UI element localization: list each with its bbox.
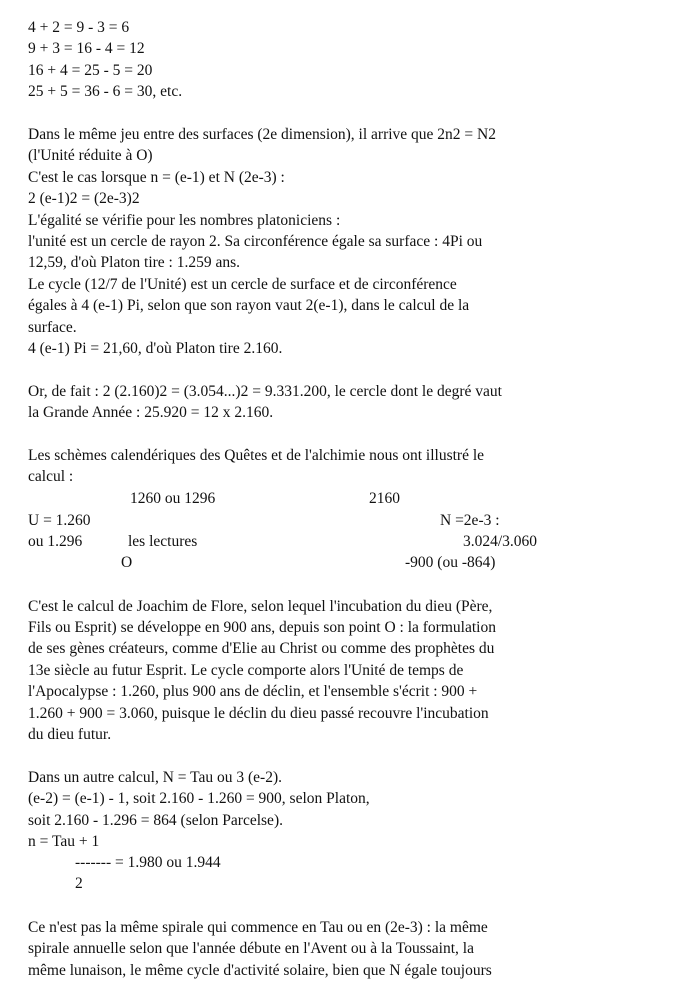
diagram-u-value: U = 1.260 <box>28 512 91 529</box>
paragraph-line: calcul : <box>28 468 74 485</box>
diagram-minus-value: -900 (ou -864) <box>405 554 496 571</box>
paragraph-line: du dieu futur. <box>28 726 112 743</box>
paragraph-line: L'égalité se vérifie pour les nombres platoniciens : <box>28 212 341 229</box>
diagram-right-value: 3.024/3.060 <box>463 533 538 550</box>
paragraph-line: Or, de fait : 2 (2.160)2 = (3.054...)2 = 9.331.200, le cercle dont le degré vaut <box>28 383 502 400</box>
equation-line: 4 + 2 = 9 - 3 = 6 <box>28 19 130 36</box>
paragraph-line: Le cycle (12/7 de l'Unité) est un cercle de surface et de circonférence <box>28 276 457 293</box>
diagram-origin: O <box>121 554 133 571</box>
diagram-top-right: 2160 <box>369 490 400 507</box>
paragraph-line: Dans un autre calcul, N = Tau ou 3 (e-2). <box>28 769 282 786</box>
equation-line: 9 + 3 = 16 - 4 = 12 <box>28 40 145 57</box>
paragraph-line: surface. <box>28 319 77 336</box>
diagram-ou-value: ou 1.296 <box>28 533 83 550</box>
paragraph-line: (e-2) = (e-1) - 1, soit 2.160 - 1.260 = 900, selon Platon, <box>28 790 370 807</box>
paragraph-line: 4 (e-1) Pi = 21,60, d'où Platon tire 2.160. <box>28 340 283 357</box>
paragraph-line: 13e siècle au futur Esprit. Le cycle comporte alors l'Unité de temps de <box>28 662 464 679</box>
equation-line: 25 + 5 = 36 - 6 = 30, etc. <box>28 83 183 100</box>
paragraph-line: C'est le calcul de Joachim de Flore, selon lequel l'incubation du dieu (Père, <box>28 598 493 615</box>
paragraph-line: (l'Unité réduite à O) <box>28 147 153 164</box>
fraction-denominator: 2 <box>75 875 83 892</box>
paragraph-line: l'unité est un cercle de rayon 2. Sa circonférence égale sa surface : 4Pi ou <box>28 233 483 250</box>
paragraph-line: Dans le même jeu entre des surfaces (2e dimension), il arrive que 2n2 = N2 <box>28 126 496 143</box>
equation-line: 16 + 4 = 25 - 5 = 20 <box>28 62 153 79</box>
paragraph-line: Les schèmes calendériques des Quêtes et de l'alchimie nous ont illustré le <box>28 447 485 464</box>
paragraph-line: Ce n'est pas la même spirale qui commence en Tau ou en (2e-3) : la même <box>28 919 488 936</box>
paragraph-line: la Grande Année : 25.920 = 12 x 2.160. <box>28 404 274 421</box>
paragraph-line: spirale annuelle selon que l'année débute en l'Avent ou à la Toussaint, la <box>28 940 474 957</box>
paragraph-line: n = Tau + 1 <box>28 833 100 850</box>
paragraph-line: soit 2.160 - 1.296 = 864 (selon Parcelse). <box>28 812 283 829</box>
fraction-line: ------- = 1.980 ou 1.944 <box>75 854 221 871</box>
paragraph-line: 2 (e-1)2 = (2e-3)2 <box>28 190 140 207</box>
diagram-lectures: les lectures <box>128 533 198 550</box>
paragraph-line: Fils ou Esprit) se développe en 900 ans, depuis son point O : la formulation <box>28 619 496 636</box>
paragraph-line: de ses gènes créateurs, comme d'Elie au Christ ou comme des prophètes du <box>28 640 495 657</box>
paragraph-line: 12,59, d'où Platon tire : 1.259 ans. <box>28 254 241 271</box>
paragraph-line: C'est le cas lorsque n = (e-1) et N (2e-3) : <box>28 169 285 186</box>
paragraph-line: égales à 4 (e-1) Pi, selon que son rayon vaut 2(e-1), dans le calcul de la <box>28 297 470 314</box>
diagram-top-left: 1260 ou 1296 <box>130 490 216 507</box>
paragraph-line: l'Apocalypse : 1.260, plus 900 ans de déclin, et l'ensemble s'écrit : 900 + <box>28 683 478 700</box>
paragraph-line: 1.260 + 900 = 3.060, puisque le déclin du dieu passé recouvre l'incubation <box>28 705 489 722</box>
diagram-n-label: N =2e-3 : <box>440 512 500 529</box>
paragraph-line: même lunaison, le même cycle d'activité solaire, bien que N égale toujours <box>28 962 492 979</box>
